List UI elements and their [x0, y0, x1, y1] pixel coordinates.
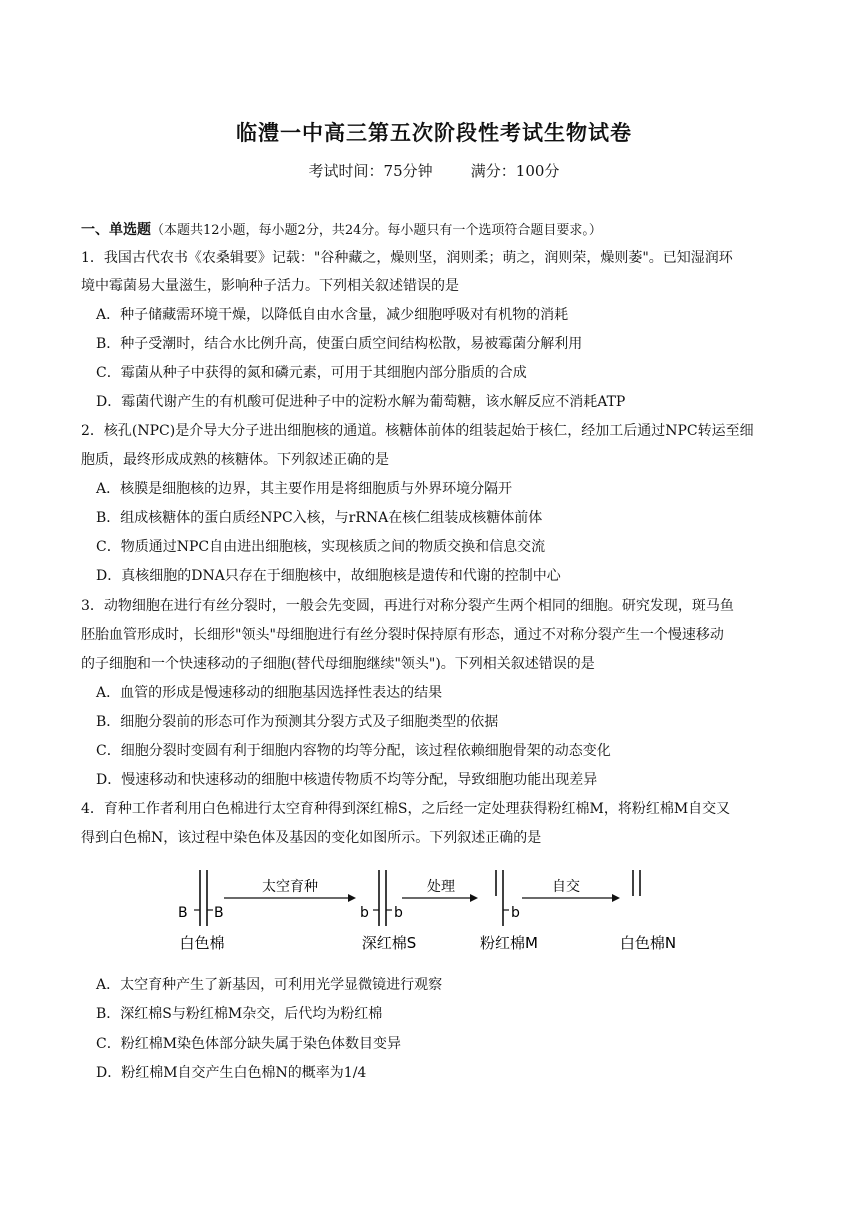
question-4-option-c: C．粉红棉M染色体部分缺失属于染色体数目变异 — [96, 1036, 402, 1052]
gene-label-right-1: B — [214, 905, 224, 921]
question-4-stem-line-1: 4．育种工作者利用白色棉进行太空育种得到深红棉S，之后经一定处理获得粉红棉M，将粉红棉M自交又 — [81, 801, 731, 817]
arrow-head — [348, 894, 356, 902]
arrow-label-selfing: 自交 — [552, 879, 580, 895]
gene-label-left-2: b — [360, 905, 369, 921]
gene-label-right-3: b — [511, 905, 520, 921]
question-2-stem-line-1: 2．核孔(NPC)是介导大分子进出细胞核的通道。核糖体前体的组装起始于核仁，经加工后通过NPC转运至细 — [81, 423, 754, 439]
exam-info — [0, 160, 868, 181]
question-4-option-d: D．粉红棉M自交产生白色棉N的概率为1/4 — [96, 1065, 367, 1081]
plant-label-white-cotton-n: 白色棉N — [619, 934, 677, 952]
question-3-stem-line-1: 3．动物细胞在进行有丝分裂时，一般会先变圆，再进行对称分裂产生两个相同的细胞。研究发现，斑马鱼 — [81, 598, 734, 614]
section-title: 一、单选题 — [81, 222, 151, 238]
question-3-option-c: C．细胞分裂时变圆有利于细胞内容物的均等分配，该过程依赖细胞骨架的动态变化 — [96, 743, 611, 759]
question-1-option-b: B．种子受潮时，结合水比例升高，使蛋白质空间结构松散，易被霉菌分解利用 — [96, 336, 583, 352]
question-3-stem-line-2: 胚胎血管形成时，长细形"领头"母细胞进行有丝分裂时保持原有形态，通过不对称分裂产生一个慢速移动 — [81, 627, 724, 643]
question-2-option-a: A．核膜是细胞核的边界，其主要作用是将细胞质与外界环境分隔开 — [96, 481, 513, 497]
section-heading — [81, 220, 797, 241]
question-3-option-b: B．细胞分裂前的形态可作为预测其分裂方式及子细胞类型的依据 — [96, 714, 499, 730]
question-4-option-b: B．深红棉S与粉红棉M杂交，后代均为粉红棉 — [96, 1006, 383, 1022]
question-3-stem-line-3: 的子细胞和一个快速移动的子细胞(替代母细胞继续"领头")。下列相关叙述错误的是 — [81, 656, 595, 672]
question-1-option-d: D．霉菌代谢产生的有机酸可促进种子中的淀粉水解为葡萄糖，该水解反应不消耗ATP — [96, 394, 626, 410]
arrow-head — [470, 894, 478, 902]
question-2-option-b: B．组成核糖体的蛋白质经NPC入核，与rRNA在核仁组装成核糖体前体 — [96, 510, 543, 526]
question-1-option-c: C．霉菌从种子中获得的氮和磷元素，可用于其细胞内部分脂质的合成 — [96, 365, 527, 381]
question-4-option-a: A．太空育种产生了新基因，可利用光学显微镜进行观察 — [96, 977, 443, 993]
chromosome-diagram — [170, 866, 690, 956]
gene-label-right-2: b — [394, 905, 403, 921]
plant-label-white-cotton: 白色棉 — [179, 934, 225, 952]
question-1-option-a: A．种子储藏需环境干燥，以降低自由水含量，减少细胞呼吸对有机物的消耗 — [96, 307, 569, 323]
arrow-label-treatment: 处理 — [427, 879, 455, 895]
question-1-stem-line-1: 1．我国古代农书《农桑辑要》记载："谷种藏之，燥则坚，润则柔；萌之，润则荣，燥则萎"。已知湿润环 — [81, 250, 733, 266]
plant-label-deep-red-cotton-s: 深红棉S — [361, 934, 417, 952]
full-score: 满分：100分 — [470, 162, 560, 180]
arrow-label-space-breeding: 太空育种 — [262, 879, 318, 895]
question-2-option-c: C．物质通过NPC自由进出细胞核，实现核质之间的物质交换和信息交流 — [96, 539, 546, 555]
question-2-option-d: D．真核细胞的DNA只存在于细胞核中，故细胞核是遗传和代谢的控制中心 — [96, 568, 561, 584]
plant-label-pink-cotton-m: 粉红棉M — [480, 934, 538, 952]
page-title: 临澧一中高三第五次阶段性考试生物试卷 — [236, 121, 632, 145]
question-1-stem-line-2: 境中霉菌易大量滋生，影响种子活力。下列相关叙述错误的是 — [81, 278, 459, 294]
question-3-option-d: D．慢速移动和快速移动的细胞中核遗传物质不均等分配，导致细胞功能出现差异 — [96, 772, 598, 788]
arrow-head — [612, 894, 620, 902]
question-2-stem-line-2: 胞质，最终形成成熟的核糖体。下列叙述正确的是 — [81, 452, 389, 468]
gene-label-left-1: B — [178, 905, 188, 921]
question-4-stem-line-2: 得到白色棉N，该过程中染色体及基因的变化如图所示。下列叙述正确的是 — [81, 830, 542, 846]
question-3-option-a: A．血管的形成是慢速移动的细胞基因选择性表达的结果 — [96, 685, 443, 701]
exam-time: 考试时间：75分钟 — [308, 162, 433, 180]
section-note: （本题共12小题，每小题2分，共24分。每小题只有一个选项符合题目要求。） — [151, 223, 602, 238]
